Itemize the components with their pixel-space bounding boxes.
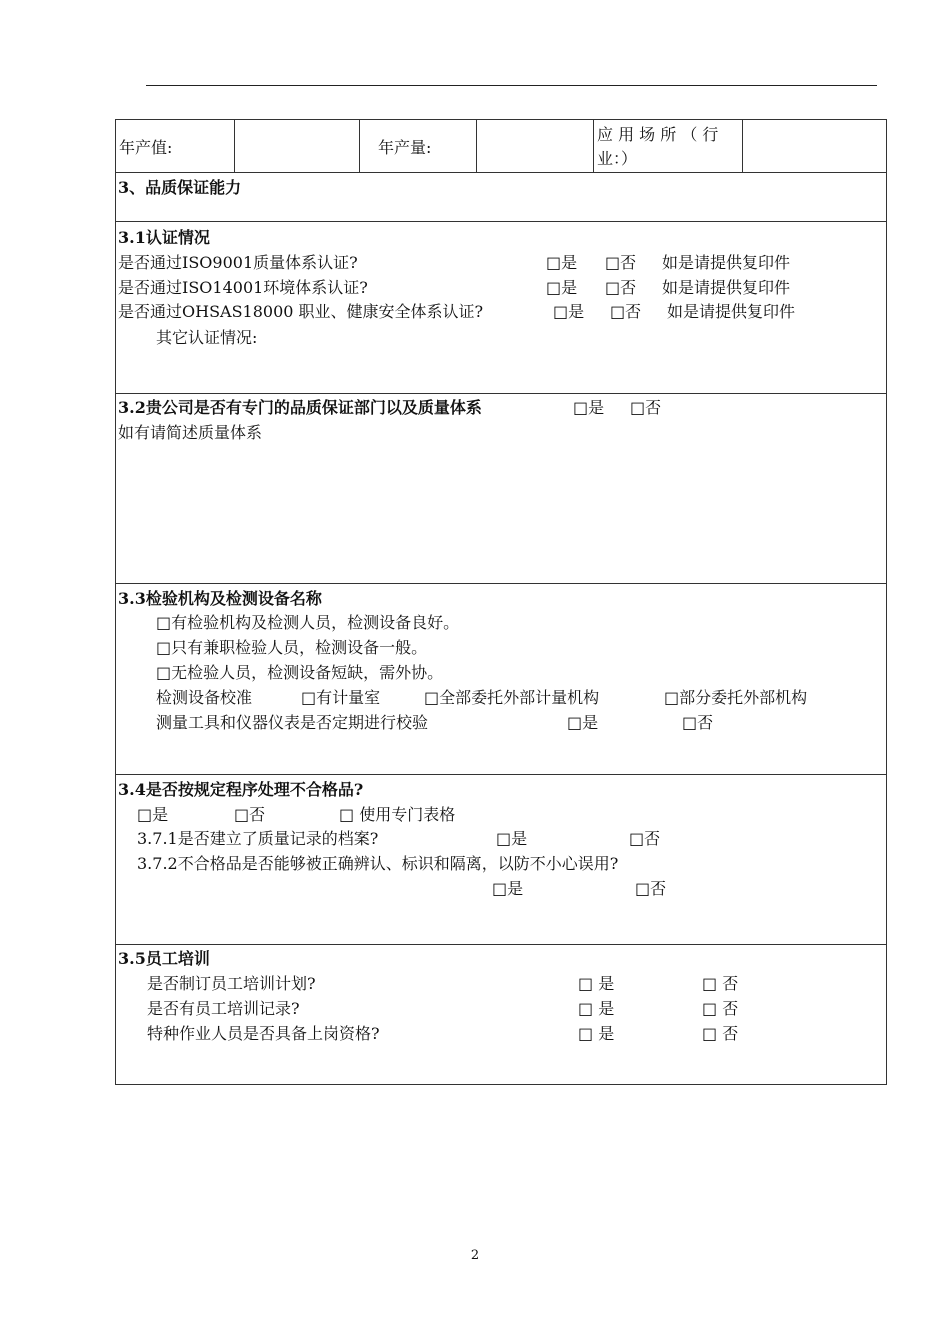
annual-output-label-cell (359, 120, 476, 172)
special-operators-question: 特种作业人员是否具备上岗资格? (147, 1024, 380, 1043)
quality-records-no-checkbox[interactable]: □否 (629, 829, 661, 848)
periodic-calibration-label: 测量工具和仪器仪表是否定期进行校验 (156, 713, 429, 732)
training-records-no-checkbox[interactable]: □ 否 (702, 999, 739, 1018)
training-plan-question: 是否制订员工培训计划? (147, 974, 316, 993)
ohsas18000-question: 是否通过OHSAS18000 职业、健康安全体系认证? (118, 302, 484, 321)
calibration-own-lab-checkbox[interactable]: □有计量室 (301, 688, 381, 707)
special-operators-yes-checkbox[interactable]: □ 是 (578, 1024, 615, 1043)
other-certifications-label: 其它认证情况: (156, 328, 258, 347)
section-3-title: 3、品质保证能力 (118, 178, 242, 197)
periodic-calibration-no-checkbox[interactable]: □否 (682, 713, 714, 732)
calibration-label: 检测设备校准 (156, 688, 253, 707)
section-3-2-row (116, 393, 886, 583)
calibration-partly-outsourced-checkbox[interactable]: □部分委托外部机构 (664, 688, 808, 707)
annual-output-field[interactable] (476, 120, 593, 172)
page-number: 2 (470, 1248, 480, 1263)
special-operators-no-checkbox[interactable]: □ 否 (702, 1024, 739, 1043)
qa-department-yes-checkbox[interactable]: □是 (573, 398, 605, 417)
quality-system-description-label: 如有请简述质量体系 (118, 423, 263, 442)
nonconforming-yes-checkbox[interactable]: □是 (137, 805, 169, 824)
inspection-option-none[interactable]: □无检验人员，检测设备短缺，需外协。 (156, 663, 444, 682)
training-plan-no-checkbox[interactable]: □ 否 (702, 974, 739, 993)
iso14001-yes-checkbox[interactable]: □是 (546, 278, 578, 297)
ohsas18000-no-checkbox[interactable]: □否 (610, 302, 642, 321)
training-records-yes-checkbox[interactable]: □ 是 (578, 999, 615, 1018)
iso14001-question: 是否通过ISO14001环境体系认证? (118, 278, 368, 297)
application-label-cell (593, 120, 742, 172)
nonconforming-identification-question: 3.7.2不合格品是否能够被正确辨认、标识和隔离，以防不小心误用? (137, 854, 619, 873)
ohsas18000-yes-checkbox[interactable]: □是 (553, 302, 585, 321)
quality-records-question: 3.7.1是否建立了质量记录的档案? (137, 829, 379, 848)
identification-no-checkbox[interactable]: □否 (635, 879, 667, 898)
header-rule (146, 85, 877, 86)
iso9001-question: 是否通过ISO9001质量体系认证? (118, 253, 358, 272)
nonconforming-no-checkbox[interactable]: □否 (234, 805, 266, 824)
identification-yes-checkbox[interactable]: □是 (492, 879, 524, 898)
iso14001-copy-note: 如是请提供复印件 (662, 278, 791, 297)
nonconforming-form-checkbox[interactable]: □ 使用专门表格 (339, 805, 456, 824)
training-records-question: 是否有员工培训记录? (147, 999, 300, 1018)
iso9001-yes-checkbox[interactable]: □是 (546, 253, 578, 272)
supplier-survey-form (115, 119, 887, 1085)
annual-output-value-field[interactable] (234, 120, 359, 172)
production-row (116, 120, 886, 172)
section-3-1-title: 3.1认证情况 (118, 228, 210, 247)
section-3-4-title: 3.4是否按规定程序处理不合格品? (118, 780, 364, 799)
application-label-line1: 应 用 场 所 （ 行 (597, 125, 719, 144)
quality-records-yes-checkbox[interactable]: □是 (496, 829, 528, 848)
calibration-all-outsourced-checkbox[interactable]: □全部委托外部计量机构 (424, 688, 600, 707)
training-plan-yes-checkbox[interactable]: □ 是 (578, 974, 615, 993)
section-3-4-row (116, 774, 886, 944)
iso9001-no-checkbox[interactable]: □否 (605, 253, 637, 272)
inspection-option-parttime[interactable]: □只有兼职检验人员，检测设备一般。 (156, 638, 428, 657)
section-3-5-row (116, 944, 886, 1084)
section-3-3-row (116, 583, 886, 774)
periodic-calibration-yes-checkbox[interactable]: □是 (567, 713, 599, 732)
section-3-1-row (116, 221, 886, 393)
application-field[interactable] (742, 120, 886, 172)
annual-output-label: 年产量: (378, 138, 432, 157)
section-3-row (116, 172, 886, 221)
section-3-5-title: 3.5员工培训 (118, 949, 210, 968)
inspection-option-full[interactable]: □有检验机构及检测人员，检测设备良好。 (156, 613, 460, 632)
iso14001-no-checkbox[interactable]: □否 (605, 278, 637, 297)
section-3-2-title: 3.2贵公司是否有专门的品质保证部门以及质量体系 (118, 398, 482, 417)
annual-output-value-label: 年产值: (119, 138, 173, 157)
qa-department-no-checkbox[interactable]: □否 (630, 398, 662, 417)
ohsas18000-copy-note: 如是请提供复印件 (667, 302, 796, 321)
annual-output-value-label-cell (116, 120, 234, 172)
application-label-line2: 业：） (597, 149, 638, 168)
iso9001-copy-note: 如是请提供复印件 (662, 253, 791, 272)
section-3-3-title: 3.3检验机构及检测设备名称 (118, 589, 322, 608)
